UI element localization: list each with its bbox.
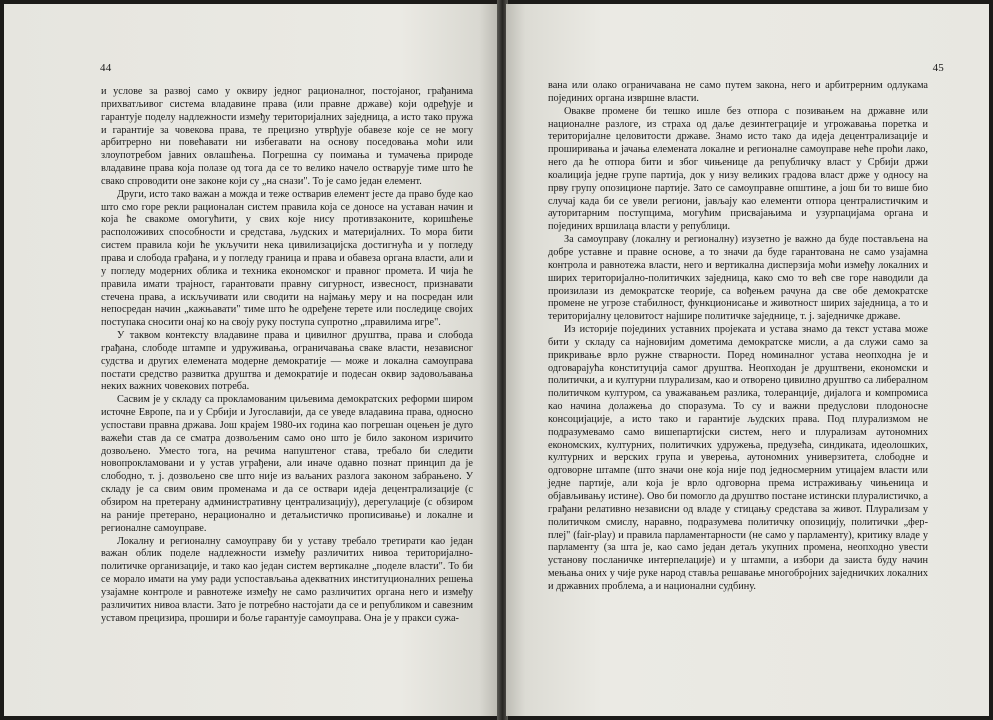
paragraph: Из историје појединих уставних пројеката и устава знамо да текст устава може бити у складу са најновијим дометима демократске мисли, а да служи само за прикривање врло ружне стварности. Поред номиналног устава неопходна је и одговарајућа конституција самог друштва. Неопходан је друштвени, економски и политички, а и културни плурализам, као и отворено цивилно друштво са либералном политичком културом, са уважавањем разлика, толеранције, дијалога и компромиса као начина долажења до споразума. То су и важни предуслови плодоносне консоцијације, а исто тако и гарантије људских права. Под плурализмом не подразумевамо само вишепартијски систем, него и плурализам аутономних економских, културних, политичких удружења, предузећа, синдиката, идеолошких, културних и верских група и уверења, аутономних универзитета, слободне и одговорне штампе (што значи оне која није под једносмерним утицајем власти или једне партије, али која је врло одговорна према истраживању чињеница и објављивању истине). Ово би помогло да друштво постане истински плуралистичко, а грађани релативно независни од владе у стицању средстава за живот. Плурализам у политичком смислу, наравно, подразумева политичку опозицију, политички „фер-плеј" (fair-play) и правила парламентарности (не само у парламенту), критику владе у парламенту (за шта је, као само један детаљ укупних промена, неопходно увести установу посланичке интерпелације) и у штампи, а избори да заиста буду начин мењања оних у чије руке народ ставља решавање многобројних заједничких локалних и државних проблема, а и национални судбину. — [548, 324, 928, 592]
right-page — [506, 4, 989, 716]
paragraph: Други, исто тако важан а можда и теже остварив елемент јесте да право буде као што смо горе рекли рационалан систем правила која се доносе на уставан начин и која ће свакоме омогућити, у свих које нису противзаконите, коришћење расположивих способности и средстава, људских и материјалних. То мора бити систем правила који ће укључити нека цивилизацијска достигнућа и у погледу права и слобода грађана, и у погледу граница и права и обавеза органа власти, али и у погледу модерних облика и техника економског и правног промета. И чија ће правила имати трајност, гарантовати правну сигурност, извесност, признавати стечена права, а искључивати или сводити на најмању меру и на посредан или непосредан начин „кажњавати" тиме што ће одређене терете или последице својих поступака сносити онај ко на своју руку поступа супротно „правилима игре". — [101, 188, 473, 329]
paragraph: Локалну и регионалну самоуправу би у уставу требало третирати као један важан облик поделе надлежности између различитих нивоа територијално-политичке организације, и тако као један систем вертикалне „поделе власти". То би се морало имати на уму ради успостављања адекватних институционалних решења узајамне контроле и равнотеже између не само различитих органа него и између различитих нивоа власти. Зато је потребно настојати да се и републиком и савезним уставом прецизира, прошири и боље гарантује самоуправа. Она је у пракси сужа- — [101, 535, 473, 624]
left-page — [4, 4, 499, 716]
page-number: 44 — [100, 62, 112, 74]
paragraph: За самоуправу (локалну и регионалну) изузетно је важно да буде постављена на добре уставне и правне основе, а то значи да буде гарантована не само узајамна контрола и равнотежа власти, него и вертикална дисперзија моћи између локалних и ширих територијално-политичких заједница, како смо то већ све горе наводили да произилази из демократске теорије, са вођењем рачуна да све обе демократске промене не угрозе стабилност, функционисање и животност ширих заједница, а то и територијалну целовитост најшире политичке заједнице, т. ј. заједничке државе. — [548, 234, 928, 323]
paragraph: Овакве промене би тешко ишле без отпора с позивањем на државне или националне разлоге, из страха од даље дезинтеграције и угрожавања поретка и територијалне целовитости државе. Знамо исто тако да идеја децентрализације и проширивања и јачања елемената локалне и регионалне самоуправе неће проћи лако, него да ће отпора бити и због чињенице да републичку власт у Србији држи коалиција једне групе партија, док у низу великих градова власт држе у односу на прву групу опозиционе партије. Зато се самоуправне општине, а још би то више био случај када би се увели региони, јављају као елементи отпора централистичким и ауторитарним поступцима, могућим присвајањима и узурпацијама органа и појединих вршилаца власти у републици. — [548, 105, 928, 233]
body-text — [548, 80, 928, 594]
paragraph: Сасвим је у складу са прокламованим циљевима демократских реформи широм источне Европе, па и у Србији и Југославији, да се уведе владавина права, односно успостави правна држава. Још крајем 1980-их година као погрешан оцењен је дуго важећи став да се сматра дозвољеним само оно што је било законом изричито дозвољено. Уместо тога, на речима напуштеног става, требало би следити новопрокламовани и у устав уграђени, али иначе одавно познат принцип да је слободно, т. ј. дозвољено све што није из ваљаних разлога законом забрањено. У складу је са свим овим променама и да се оствари идеја децентрализације (с обзиром на претерану административну централизацију), дерегулације (с обзиром на раније претерано, нерационално и детаљистичко прописивање) и локалне и регионалне самоуправе. — [101, 394, 473, 534]
body-text — [101, 86, 473, 625]
paragraph: вана или олако ограничавана не само путем закона, него и арбитрерним одлукама појединих органа извршне власти. — [548, 80, 928, 104]
paragraph: и услове за развој само у оквиру једног рационалног, постојаног, грађанима прихватљивог система владавине права (или правне државе) који одређује и гарантује поделу надлежности између територијалних заједница, а исто тако пружа и гарантије за човекова права, те прецизно утврђује обавезе које се не могу арбитрерно ни повећавати ни избегавати на основу поседовања моћи или злоупотребом јавних овлашћења. Погрешна су поимања и тумачења природе владавине права која полазе од тога да се то велико начело остварује тиме што ће свако спроводити оне законе који су „на снази". То је само један елемент. — [101, 86, 473, 187]
page-number: 45 — [932, 62, 944, 74]
paragraph: У таквом контексту владавине права и цивилног друштва, права и слобода грађана, слободе штампе и удруживања, ограничавања сваке власти, независног судства и других елемената модерне демократије — може и локална самоуправа постати средство развитка друштва и демократије и подесан оквир задовољавања неких важних човекових потреба. — [101, 330, 473, 393]
